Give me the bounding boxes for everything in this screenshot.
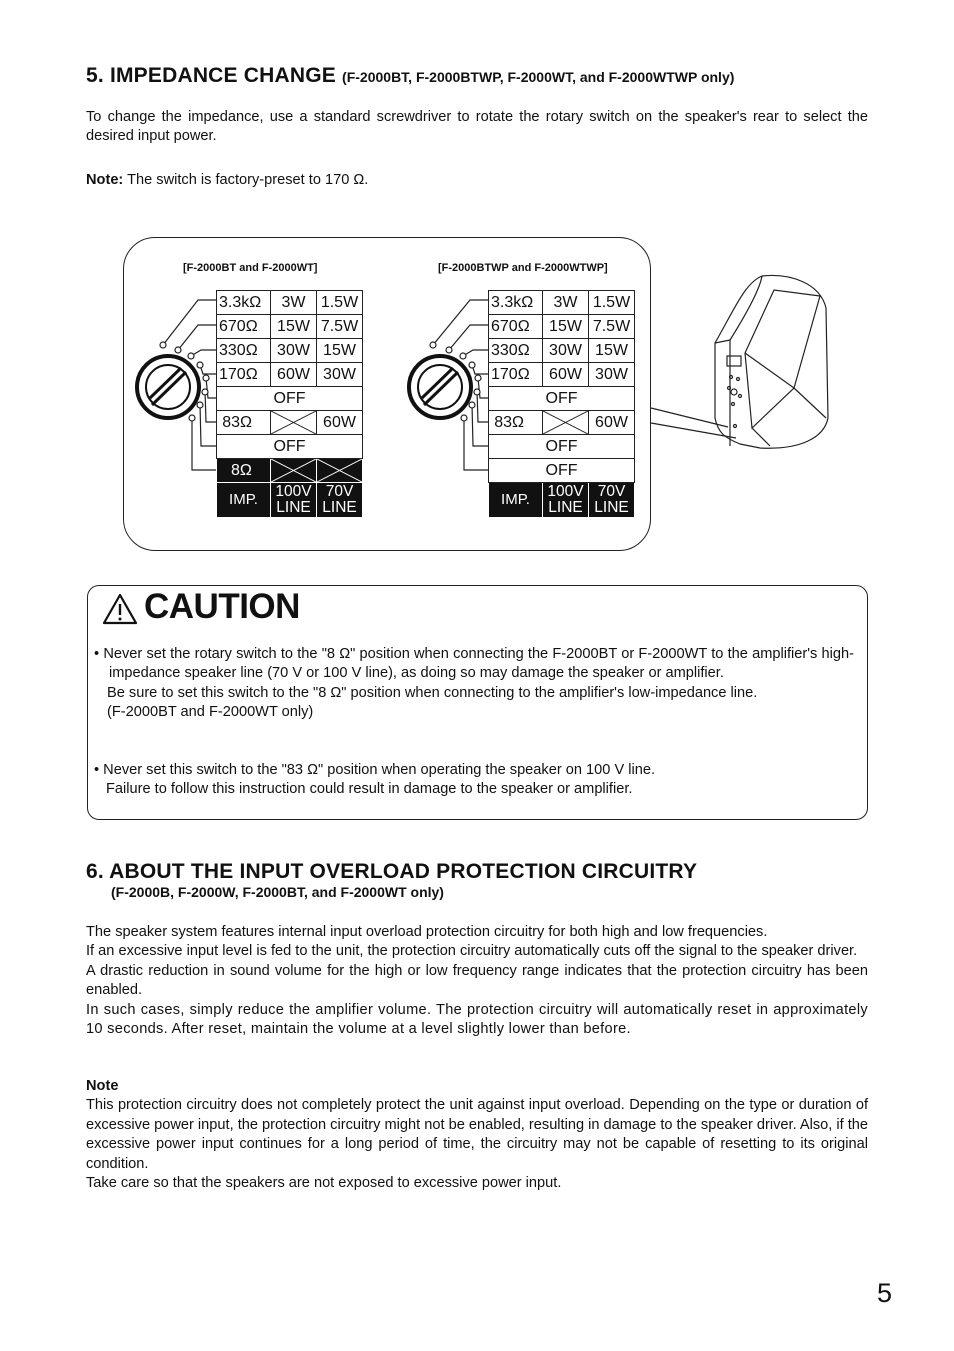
page-number: 5 [877,1278,893,1308]
caution-bullet-1: • Never set the rotary switch to the "8 Ω" position when connecting the F-2000BT or F-2000WT to the amplifier's high-impedance speaker line (70 V or 100 V line), as doing so may damage the speaker or amplifier. Be sure to set this switch to the "8 Ω" position when connecting to the amplifier's low-impedance line. (F-2000BT and F-2000WT only) [94,646,854,720]
left-rotary-switch-icon [137,356,199,418]
table-row: 170Ω 60W 30W [217,363,363,387]
table-row: 8Ω [217,459,363,483]
note-label: Note: [86,172,124,188]
caution-bullet-2: • Never set this switch to the "83 Ω" position when operating the speaker on 100 V line. Failure to follow this instruction could result in damage to the speaker or amplifier. [94,762,655,798]
section-6-heading: 6. ABOUT THE INPUT OVERLOAD PROTECTION CIRCUITRY [86,860,698,883]
table-row: OFF [489,435,635,459]
section-5-heading-sub: (F-2000BT, F-2000BTWP, F-2000WT, and F-2000WTWP only) [342,69,735,85]
table-row: OFF [217,435,363,459]
crossed-cell [317,459,363,483]
crossed-cell [271,459,317,483]
right-switch-table [488,290,635,518]
speaker-rear-icon [700,268,840,468]
warning-triangle-icon [101,592,139,626]
table-row: 3.3kΩ 3W 1.5W [489,291,635,315]
section-6-heading-sub: (F-2000B, F-2000W, F-2000BT, and F-2000WT only) [111,884,444,900]
caution-title: CAUTION [144,587,300,626]
note-text: The switch is factory-preset to 170 Ω. [127,172,369,188]
table-row: 83Ω 60W [217,411,363,435]
table-row: 670Ω 15W 7.5W [489,315,635,339]
section-5-paragraph: To change the impedance, use a standard screwdriver to rotate the rotary switch on the speaker's rear to select the desired input power. [86,109,868,145]
table-row: 170Ω 60W 30W [489,363,635,387]
section-5-heading: 5. IMPEDANCE CHANGE (F-2000BT, F-2000BTWP, F-2000WT, and F-2000WTWP only) [86,64,735,87]
left-caption: [F-2000BT and F-2000WT] [183,262,318,274]
right-rotary-switch-icon [409,356,471,418]
table-row: 330Ω 30W 15W [217,339,363,363]
table-row: OFF [489,387,635,411]
table-header-row: IMP. 100V LINE 70V LINE [217,483,363,518]
section-6-note: Note This protection circuitry does not completely protect the unit against input overload. Depending on the type or duration of excessive power input, the protection circuitry might not be enabled, resulting in damage to the speaker driver. Also, if the excessive power input continues for a long period of time, the circuitry may not be capable of resetting to its original condition. Take care so that the speakers are not exposed to excessive power input. [86,1078,869,1192]
crossed-cell [543,411,589,435]
section-6-body: The speaker system features internal input overload protection circuitry for both high and low frequencies. If an excessive input level is fed to the unit, the protection circuitry automatically cuts off the signal to the speaker driver. A drastic reduction in sound volume for the high or low frequency range indicates that the protection circuitry has been enabled. In such cases, simply reduce the amplifier volume. The protection circuitry will automatically reset in approximately 10 seconds. After reset, maintain the volume at a level slightly lower than before. [86,924,868,1038]
table-row: 670Ω 15W 7.5W [217,315,363,339]
table-row: 3.3kΩ 3W 1.5W [217,291,363,315]
table-row: 330Ω 30W 15W [489,339,635,363]
table-header-row: IMP. 100V LINE 70V LINE [489,483,635,518]
left-switch-table [216,290,363,518]
table-row: OFF [217,387,363,411]
table-row: OFF [489,459,635,483]
right-caption: [F-2000BTWP and F-2000WTWP] [438,262,608,274]
table-row: 83Ω 60W [489,411,635,435]
crossed-cell [271,411,317,435]
